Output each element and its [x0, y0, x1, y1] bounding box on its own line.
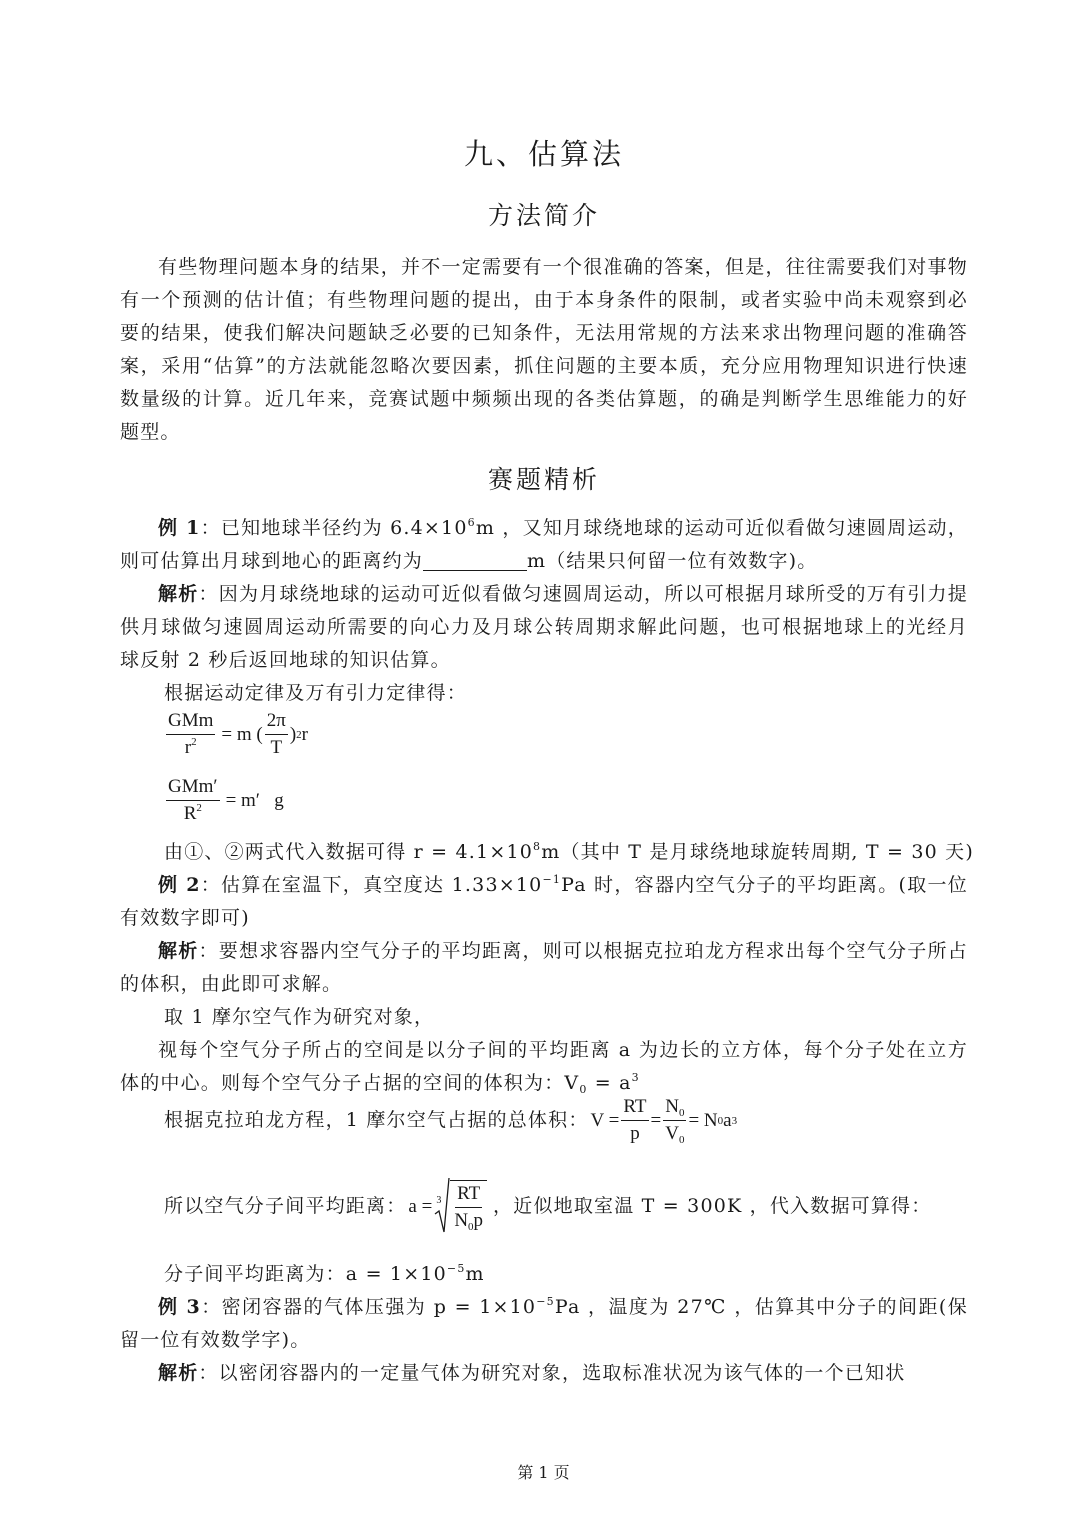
result-2-exp: −5	[446, 1262, 466, 1275]
equation-1-rhs-b: )	[289, 724, 297, 745]
cube-root	[434, 1176, 487, 1236]
equation-1-lhs-fraction	[166, 708, 215, 761]
result-2-text-b: m	[465, 1263, 485, 1285]
equation-4-suffix: ，近似地取室温 T = 300K ，代入数据可算得：	[493, 1194, 932, 1217]
example-2-text-a: ：估算在室温下，真空度达 1.33×10	[200, 874, 543, 896]
solution-2-label: 解析	[158, 940, 199, 962]
result-1-exp: 8	[533, 840, 542, 853]
intro-paragraph: 有些物理问题本身的结果，并不一定需要有一个很准确的答案，但是，往往需要我们对事物有一个预测的估计值；有些物理问题的提出，由于本身条件的限制，或者实验中尚未观察到必要的结果，使我们解决问题缺乏必要的已知条件，无法用常规的方法来求出物理问题的准确答案，采用“估算”的方法就能忽略次要因素，抓住问题的主要本质，充分应用物理知识进行快速数量级的计算。近几年来，竞赛试题中频频出现的各类估算题，的确是判断学生思维能力的好题型。	[120, 256, 968, 443]
example-1	[120, 512, 968, 578]
example-1-text-b: m ，又知月球绕地球的运动可近似看做匀速圆周运动，则可估算出月球到地心的距离约为	[120, 517, 969, 572]
equation-3-fraction-2	[663, 1094, 686, 1147]
example-3-label: 例 3	[158, 1296, 201, 1318]
equation-3: 根据克拉珀龙方程，1 摩尔空气占据的总体积： V = $\frac{RT}{p}$ = $\frac{N_0}{V_0}$ = N 0 a 3	[164, 1096, 738, 1146]
solution-1	[120, 578, 968, 677]
equation-2-denominator	[184, 801, 202, 827]
example-2-text-b: Pa 时，容器内空气分子的平均距离。(取一位有效数字即可)	[120, 874, 968, 929]
equation-3-f1-den: p	[630, 1123, 640, 1144]
equation-4-num: RT	[455, 1181, 482, 1208]
solution-2-line-2	[120, 1034, 968, 1100]
equation-4-den-sub: 0	[468, 1221, 474, 1233]
section-title-intro: 方法简介	[487, 201, 600, 230]
page-footer: 第 1 页	[517, 1463, 570, 1482]
example-2-label: 例 2	[158, 874, 201, 896]
equation-2-rhs: = m′ g	[225, 790, 284, 811]
equation-1-inner-num: 2π	[265, 708, 288, 735]
equation-3-f2-num	[663, 1094, 686, 1121]
equation-3-f1-num: RT	[621, 1094, 648, 1121]
solution-2-line-2-sub: 0	[579, 1083, 588, 1096]
solution-2-line-2-exp: 3	[631, 1071, 640, 1084]
equation-4-prefix: 所以空气分子间平均距离：	[164, 1194, 407, 1217]
example-1-label: 例 1	[158, 517, 201, 539]
equation-1-rhs-a: = m (	[221, 724, 263, 745]
solution-1-law: 根据运动定律及万有引力定律得：	[164, 682, 468, 704]
example-2-exp: −1	[542, 873, 562, 886]
equation-4-lhs: a =	[408, 1195, 433, 1217]
equation-1-denominator	[185, 735, 197, 761]
equation-2-den-exp: 2	[196, 802, 202, 814]
solution-2-text: ：要想求容器内空气分子的平均距离，则可以根据克拉珀龙方程求出每个空气分子所占的体积，由此即可求解。	[120, 940, 969, 995]
example-3-text-a: ：密闭容器的气体压强为 p = 1×10	[200, 1296, 537, 1318]
example-1-exp: 6	[467, 516, 476, 529]
example-3-text-b: Pa ，温度为 27℃ ，估算其中分子的间距(保留一位有效数学字)。	[120, 1296, 968, 1351]
equation-4	[164, 1176, 931, 1236]
equation-4-den	[454, 1208, 483, 1234]
equation-1-rhs-c: r	[301, 724, 308, 745]
solution-1-text: ：因为月球绕地球的运动可近似看做匀速圆周运动，所以可根据月球所受的万有引力提供月球做匀速圆周运动所需要的向心力及月球公转周期求解此问题，也可根据地球上的光经月球反射 2 秒后返回地球的知识估算。	[120, 583, 969, 671]
result-1-text-b: m（其中 T 是月球绕地球旋转周期, T = 30 天)	[541, 841, 974, 863]
equation-3-fraction-1	[621, 1094, 648, 1147]
equation-3-prefix: 根据克拉珀龙方程，1 摩尔空气占据的总体积：	[164, 1109, 589, 1131]
equation-1-den-base: r	[184, 737, 192, 758]
result-1	[120, 836, 1012, 869]
example-1-text-c: m（结果只何留一位有效数字)。	[527, 550, 818, 572]
solution-1-label: 解析	[158, 583, 199, 605]
solution-3-label: 解析	[158, 1362, 199, 1384]
solution-2	[120, 935, 968, 1001]
equation-1-inner-fraction	[265, 708, 288, 761]
example-2	[120, 869, 968, 935]
equation-1-inner-den: T	[270, 737, 283, 758]
page-title: 九、估算法	[463, 137, 624, 171]
cube-root-index: 3	[436, 1195, 442, 1206]
answer-blank	[423, 550, 527, 571]
equation-4-den-base: N	[454, 1210, 469, 1231]
example-3	[120, 1291, 968, 1357]
equation-1-numerator: GMm	[166, 708, 215, 735]
result-2	[120, 1258, 1012, 1291]
equation-3-equals: =	[650, 1110, 662, 1131]
solution-2-line-1: 取 1 摩尔空气作为研究对象，	[164, 1006, 435, 1028]
equation-2	[164, 774, 284, 827]
equation-2-den-base: R	[183, 803, 197, 824]
equation-2-numerator: GMm′	[166, 774, 220, 801]
equation-3-f2-den	[665, 1121, 684, 1147]
example-3-exp: −5	[536, 1295, 555, 1308]
equation-3-f2-den-base: V	[665, 1123, 679, 1144]
equation-3-lhs: V =	[590, 1110, 620, 1131]
result-2-text-a: 分子间平均距离为：a = 1×10	[164, 1263, 447, 1285]
equation-1-den-exp: 2	[191, 736, 197, 748]
equation-2-lhs-fraction	[166, 774, 220, 827]
equation-3-rhs: = N	[688, 1110, 718, 1131]
equation-3-f2-num-sub: 0	[678, 1107, 685, 1119]
equation-3-f2-den-sub: 0	[678, 1134, 685, 1146]
solution-2-line-2-b: = a	[587, 1072, 632, 1094]
solution-3-text: ：以密闭容器内的一定量气体为研究对象，选取标准状况为该气体的一个已知状	[198, 1362, 906, 1384]
equation-1: $\frac{\text{GMm}}{r^2}$ = m ( $\frac{2\pi}{T}$ ) 2 r	[164, 708, 308, 761]
solution-2-line-2-a: 视每个空气分子所占的空间是以分子间的平均距离 a 为边长的立方体，每个分子处在立方体的中心。则每个空气分子占据的空间的体积为：V	[120, 1039, 968, 1094]
cube-root-fraction	[450, 1180, 487, 1234]
equation-4-den-b: p	[473, 1210, 484, 1231]
result-1-text-a: 由①、②两式代入数据可得 r = 4.1×10	[164, 841, 534, 863]
solution-3	[120, 1357, 968, 1390]
equation-3-f2-num-base: N	[665, 1096, 679, 1117]
example-1-text-a: ：已知地球半径约为 6.4×10	[200, 517, 468, 539]
equation-3-rhs-b: a	[723, 1110, 732, 1131]
section-title-examples: 赛题精析	[487, 465, 600, 494]
